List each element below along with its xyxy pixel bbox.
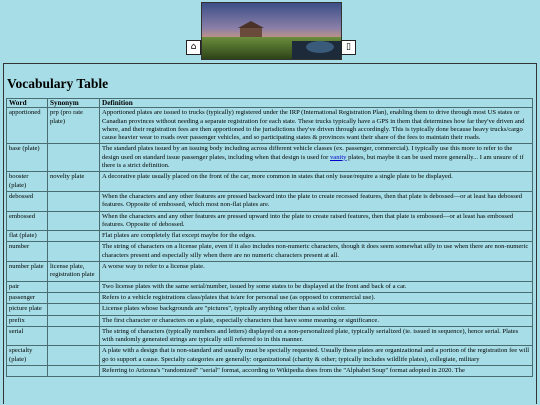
definition-cell: The string of characters (typically numbers and letters) displayed on a non-personalized plate, typically serialized (ie. issued in sequence), hence serial. Plates with randomly generated strings are typically still referred to in this manner. [100, 326, 533, 346]
banner-image [201, 2, 342, 60]
synonym-cell: license plate, registration plate [48, 262, 100, 282]
synonym-cell [48, 211, 100, 231]
synonym-cell: prp (pro rate plate) [48, 108, 100, 144]
word-cell: embossed [7, 211, 48, 231]
word-cell: serial [7, 326, 48, 346]
definition-text: The standard plates issued by an issuing body including across different vehicle classes (ex. passenger, commercial). I typically use this more to refer to the design used on standard issue passenger plates, including when that design is used for [102, 145, 513, 161]
definition-cell: The string of characters on a license plate, even if it also includes non-numeric characters, though it does seem somewhat silly to use when there are non-numeric characters present and especially silly when there are no numeric characters present at all. [100, 242, 533, 262]
table-row [7, 231, 533, 242]
synonym-cell [48, 304, 100, 315]
synonym-cell [48, 366, 100, 377]
word-cell: prefix [7, 315, 48, 326]
header-banner [0, 0, 540, 62]
word-cell: flat (plate) [7, 231, 48, 242]
word-cell: picture plate [7, 304, 48, 315]
synonym-cell: novelty plate [48, 172, 100, 192]
definition-cell: Two license plates with the same serial/number, issued by some states to be displayed at the front and back of a car. [100, 281, 533, 292]
page-title: Vocabulary Table [7, 76, 109, 91]
definition-text: plates, but maybe it can be used more generally... I am unsure of if there is a strict definition. [102, 153, 524, 170]
home-icon[interactable]: ⌂ [186, 40, 201, 55]
table-row [7, 292, 533, 303]
definition-cell: When the characters and any other features are pressed backward into the plate to create recessed features, then that plate is debossed—or at least has debossed features. Opposite of embossed, which most non-flat plates are. [100, 191, 533, 211]
word-cell: debossed [7, 191, 48, 211]
table-row [7, 191, 533, 211]
table-row [7, 108, 533, 144]
definition-cell: A plate with a design that is non-standard and usually must be specially requested. Usually these plates are organizational and a portion of the registration fee will go to support a cause. Specialty categories are generally: organizational (charity & other; typically includes wildlife plates), collegiate, military [100, 346, 533, 366]
definition-cell: A worse way to refer to a license plate. [100, 262, 533, 282]
table-row [7, 304, 533, 315]
word-cell [7, 366, 48, 377]
table-row [7, 281, 533, 292]
synonym-cell [48, 281, 100, 292]
word-cell: base (plate) [7, 144, 48, 172]
definition-cell: A decorative plate usually placed on the front of the car, more common in states that only issue/require a single plate to be displayed. [100, 172, 533, 192]
definition-cell: Apportioned plates are issued to trucks (typically) registered under the IRP (International Registration Plan), enabling them to drive through most US states or Canadian provinces without needing a separate registration for each state. These trucks typically have a GPS in them that determines how far they've driven and where, and their registration fees are then apportioned to the jurisdictions they've driven through accordingly. This is typically done because heavy trucks/cargo cause heavier wear to roads over passenger vehicles, and so participating states & provinces want their share of the fees to maintain their roads. [100, 108, 533, 144]
definition-cell: The first character or characters on a plate, especially characters that have some meaning or significance. [100, 315, 533, 326]
synonym-cell [48, 292, 100, 303]
synonym-cell [48, 326, 100, 346]
table-row [7, 366, 533, 377]
synonym-cell [48, 231, 100, 242]
synonym-cell [48, 315, 100, 326]
table-row [7, 211, 533, 231]
word-cell: number [7, 242, 48, 262]
table-row [7, 315, 533, 326]
table-header-row [7, 99, 533, 108]
word-cell: number plate [7, 262, 48, 282]
vocabulary-table [6, 98, 533, 377]
definition-cell: Refers to a vehicle registrations class/plates that is/are for personal use (as opposed to commercial use). [100, 292, 533, 303]
definition-cell: License plates whose backgrounds are "pictures", typically anything other than a solid color. [100, 304, 533, 315]
word-cell: apportioned [7, 108, 48, 144]
table-row [7, 346, 533, 366]
table-row [7, 172, 533, 192]
synonym-cell [48, 242, 100, 262]
synonym-cell [48, 346, 100, 366]
table-row [7, 242, 533, 262]
table-row [7, 144, 533, 172]
word-cell: pair [7, 281, 48, 292]
header-definition: Definition [100, 99, 533, 108]
synonym-cell [48, 144, 100, 172]
book-icon[interactable]: ▯ [341, 40, 356, 55]
vanity-link[interactable]: vanity [330, 153, 347, 161]
word-cell: booster (plate) [7, 172, 48, 192]
header-word: Word [7, 99, 48, 108]
table-row [7, 326, 533, 346]
definition-cell [100, 144, 533, 172]
definition-cell: Flat plates are completely flat except maybe for the edges. [100, 231, 533, 242]
definition-cell: When the characters and any other features are pressed upward into the plate to create raised features, then that plate is embossed—or at least has embossed features. Opposite of debossed. [100, 211, 533, 231]
table-row [7, 262, 533, 282]
header-synonym: Synonym [48, 99, 100, 108]
word-cell: passenger [7, 292, 48, 303]
definition-cell: Referring to Arizona's "randomized" "serial" format, according to Wikipedia does from the "Alphabet Soup" format adopted in 2020. The [100, 366, 533, 377]
content-panel [3, 63, 537, 404]
word-cell: specialty (plate) [7, 346, 48, 366]
synonym-cell [48, 191, 100, 211]
